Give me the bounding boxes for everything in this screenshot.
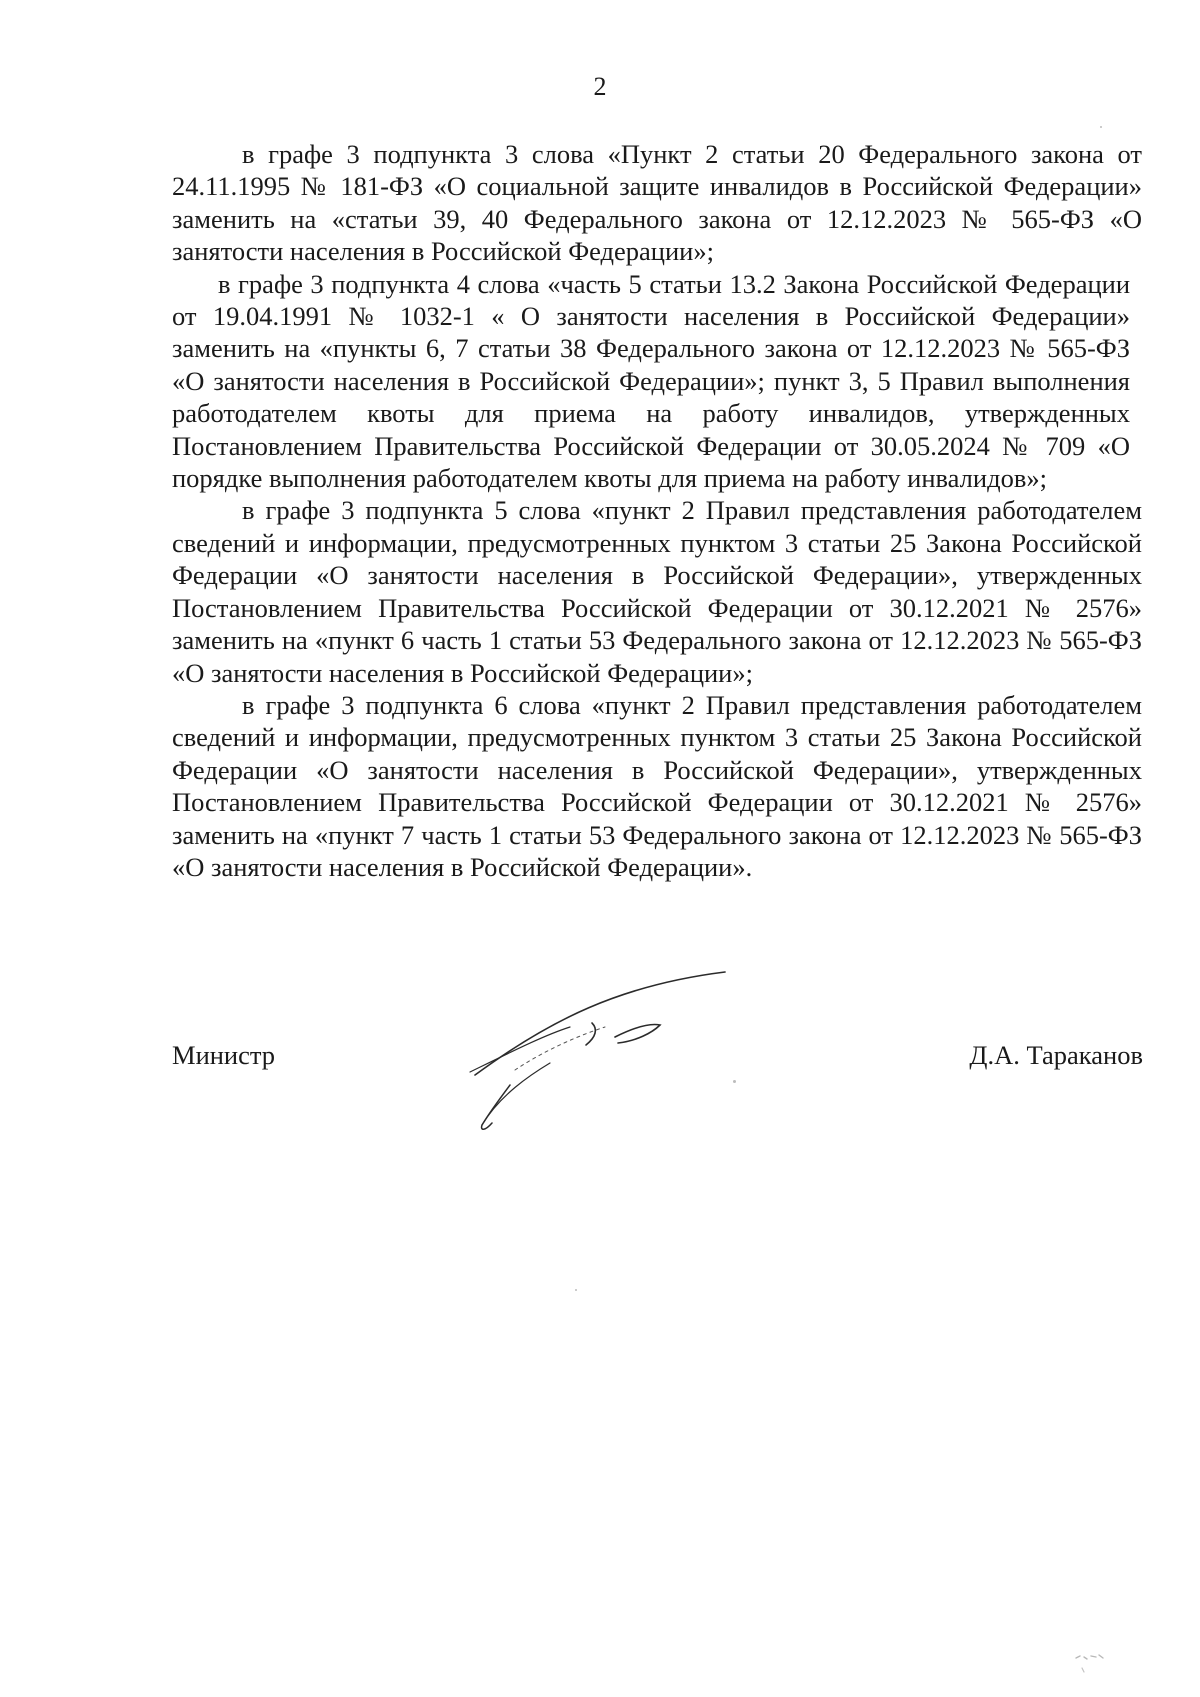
handwritten-signature [440, 965, 760, 1155]
page-number: 2 [593, 72, 607, 101]
paragraph-amendment-subitem-6: в графе 3 подпункта 6 слова «пункт 2 Правил представления работодателем сведений и информации, предусмотренных пунктом 3 статьи 25 Закона Российской Федерации «О занятости населения в Российской Федерации», утвержденных Постановлением Правительства Российской Федерации от 30.12.2021 № 2576» заменить на «пункт 7 часть 1 статьи 53 Федерального закона от 12.12.2023 № 565-ФЗ «О занятости населения в Российской Федерации». [172, 689, 1142, 882]
scan-speck [1100, 126, 1102, 128]
scan-speck [575, 1289, 577, 1291]
signatory-name: Д.А. Тараканов [969, 1040, 1143, 1070]
paragraph-amendment-subitem-5: в графе 3 подпункта 5 слова «пункт 2 Правил представления работодателем сведений и информации, предусмотренных пунктом 3 статьи 25 Закона Российской Федерации «О занятости населения в Российской Федерации», утвержденных Постановлением Правительства Российской Федерации от 30.12.2021 № 2576» заменить на «пункт 6 часть 1 статьи 53 Федерального закона от 12.12.2023 № 565-ФЗ «О занятости населения в Российской Федерации»; [172, 495, 1142, 688]
paragraph-amendment-subitem-4: в графе 3 подпункта 4 слова «часть 5 статьи 13.2 Закона Российской Федерации от 19.04.1991 № 1032-1 « О занятости населения в Российской Федерации» заменить на «пункты 6, 7 статьи 38 Федерального закона от 12.12.2023 № 565-ФЗ «О занятости населения в Российской Федерации»; пункт 3, 5 Правил выполнения работодателем квоты для приема на работу инвалидов, утвержденных Постановлением Правительства Российской Федерации от 30.05.2024 № 709 «О порядке выполнения работодателем квоты для приема на работу инвалидов»; [172, 268, 1130, 494]
scan-speck [733, 1080, 736, 1083]
paragraph-amendment-subitem-3: в графе 3 подпункта 3 слова «Пункт 2 статьи 20 Федерального закона от 24.11.1995 № 181-ФЗ «О социальной защите инвалидов в Российской Федерации» заменить на «статьи 39, 40 Федерального закона от 12.12.2023 № 565-ФЗ «О занятости населения в Российской Федерации»; [172, 139, 1142, 267]
signatory-title: Министр [172, 1040, 276, 1070]
faint-stamp-mark [1068, 1640, 1128, 1680]
document-body [172, 138, 1142, 883]
